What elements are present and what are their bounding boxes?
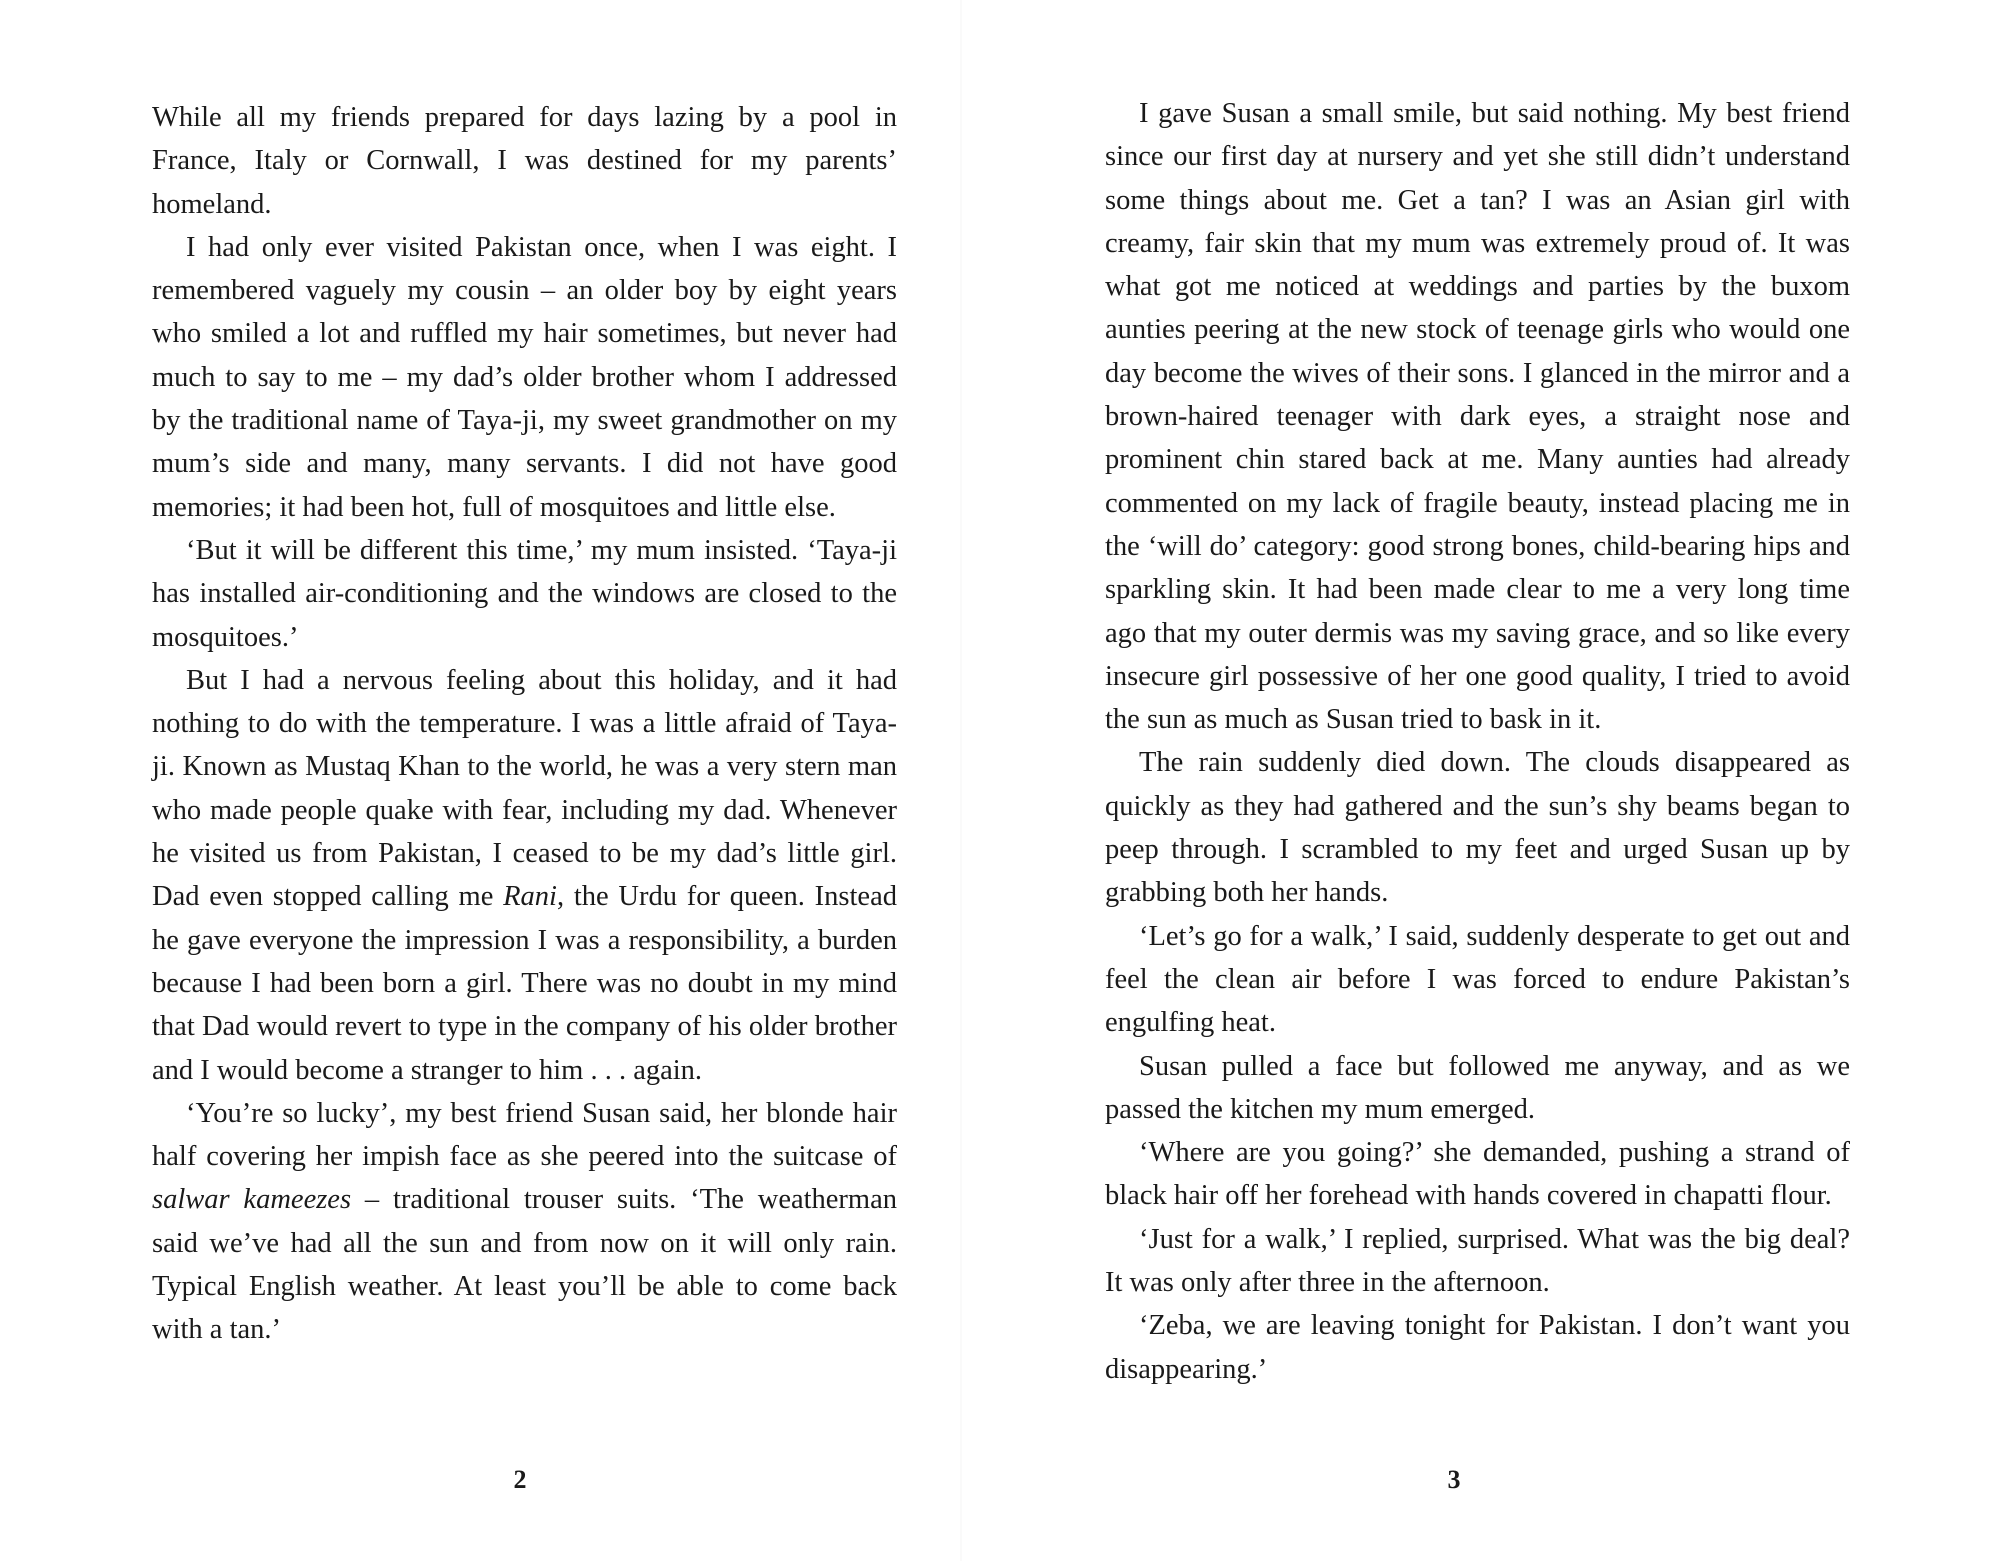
text-run: But I had a nervous feeling about this holiday, and it had nothing to do with the temperature. I was a little afraid of Taya-ji. Known as Mustaq Khan to the world, he was a very stern man who made people quake with fear, including my dad. Whenever he visited us from Pakistan, I ceased to be my dad’s little girl. Dad even stopped calling me — [152, 664, 897, 913]
paragraph — [152, 1092, 897, 1352]
paragraph — [1105, 92, 1850, 741]
paragraph — [152, 96, 897, 226]
text-run: ‘Let’s go for a walk,’ I said, suddenly desperate to get out and feel the clean air before I was forced to endure Pakistan’s engulfing heat. — [1105, 920, 1850, 1039]
text-run: ‘Just for a walk,’ I replied, surprised. What was the big deal? It was only after three in the afternoon. — [1105, 1223, 1850, 1299]
text-run: , the Urdu for queen. Instead he gave everyone the impression I was a responsibility, a burden because I had been born a girl. There was no doubt in my mind that Dad would revert to type in the company of his older brother and I would become a stranger to him . . . again. — [152, 881, 897, 1086]
text-run: Susan pulled a face but followed me anyway, and as we passed the kitchen my mum emerged. — [1105, 1050, 1850, 1125]
paragraph — [152, 529, 897, 659]
text-run: – traditional trouser suits. ‘The weatherman said we’ve had all the sun and from now on it will only rain. Typical English weather. At least you’ll be able to come back with a tan.’ — [152, 1184, 897, 1346]
paragraph — [152, 226, 897, 529]
text-run: ‘Where are you going?’ she demanded, pushing a strand of black hair off her forehead with hands covered in chapatti flour. — [1105, 1137, 1850, 1212]
right-page-text — [1105, 92, 1850, 1391]
left-page-text — [152, 96, 897, 1352]
right-page — [998, 0, 1996, 1561]
italic-text: salwar kameezes — [152, 1184, 352, 1216]
paragraph — [1105, 741, 1850, 914]
paragraph — [1105, 1304, 1850, 1391]
paragraph — [152, 659, 897, 1092]
italic-text: Rani — [503, 881, 557, 913]
text-run: The rain suddenly died down. The clouds disappeared as quickly as they had gathered and the sun’s shy beams began to peep through. I scrambled to my feet and urged Susan up by grabbing both her hands. — [1105, 747, 1850, 909]
paragraph — [1105, 915, 1850, 1045]
text-run: ‘You’re so lucky’, my best friend Susan said, her blonde hair half covering her impish face as she peered into the suitcase of — [152, 1097, 897, 1173]
page-number-right: 3 — [1447, 1465, 1461, 1494]
text-run: I gave Susan a small smile, but said nothing. My best friend since our first day at nursery and yet she still didn’t understand some things about me. Get a tan? I was an Asian girl with creamy, fair skin that my mum was extremely proud of. It was what got me noticed at weddings and parties by the buxom aunties peering at the new stock of teenage girls who would one day become the wives of their sons. I glanced in the mirror and a brown-haired teenager with dark eyes, a straight nose and prominent chin stared back at me. Many aunties had already commented on my lack of fragile beauty, instead placing me in the ‘will do’ category: good strong bones, child-bearing hips and sparkling skin. It had been made clear to me a very long time ago that my outer dermis was my saving grace, and so like every insecure girl possessive of her one good quality, I tried to avoid the sun as much as Susan tried to bask in it. — [1105, 98, 1850, 736]
text-run: ‘But it will be different this time,’ my mum insisted. ‘Taya-ji has installed air-conditioning and the windows are closed to the mosquitoes.’ — [152, 534, 897, 653]
text-run: While all my friends prepared for days lazing by a pool in France, Italy or Cornwall, I was destined for my parents’ homeland. — [152, 102, 897, 220]
page-number-left: 2 — [513, 1465, 527, 1494]
paragraph — [1105, 1045, 1850, 1132]
paragraph — [1105, 1131, 1850, 1218]
gutter — [960, 0, 962, 1561]
text-run: ‘Zeba, we are leaving tonight for Pakistan. I don’t want you disappearing.’ — [1105, 1310, 1850, 1385]
paragraph — [1105, 1218, 1850, 1305]
text-run: I had only ever visited Pakistan once, when I was eight. I remembered vaguely my cousin – an older boy by eight years who smiled a lot and ruffled my hair sometimes, but never had much to say to me – my dad’s older brother whom I addressed by the traditional name of Taya-ji, my sweet grandmother on my mum’s side and many, many servants. I did not have good memories; it had been hot, full of mosquitoes and little else. — [152, 231, 897, 523]
